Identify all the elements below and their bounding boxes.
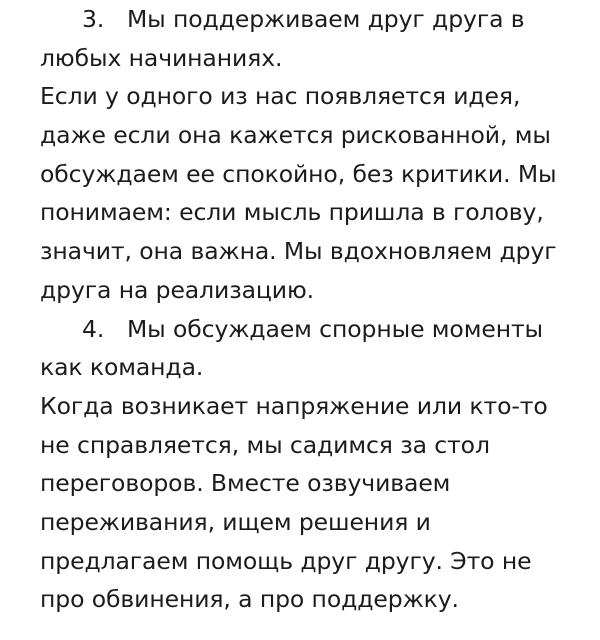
body-line: переговоров. Вместе озвучиваем — [40, 469, 451, 498]
body-line: Когда возникает напряжение или кто-то — [40, 391, 548, 420]
item-heading-text: Мы поддерживаем друг друга в — [127, 5, 525, 33]
body-line: предлагаем помощь друг другу. Это не — [40, 546, 532, 575]
body-line: Если у одного из нас появляется идея, — [40, 82, 521, 111]
body-line: значит, она важна. Мы вдохновляем друг — [40, 237, 557, 266]
list-item-4 — [40, 310, 596, 620]
body-line: переживания, ищем решения и — [40, 507, 431, 536]
body-line: друга на реализацию. — [40, 275, 315, 304]
item-number: 3. — [82, 5, 105, 33]
item-heading-text: Мы обсуждаем спорные моменты — [127, 314, 544, 343]
item-number: 4. — [82, 314, 105, 343]
body-line: про обвинения, а про поддержку. — [40, 585, 459, 614]
body-line: обсуждаем ее спокойно, без критики. Мы — [40, 159, 557, 188]
item-heading-line — [40, 0, 596, 39]
item-heading-continuation: любых начинаниях. — [40, 43, 283, 72]
list-item-3 — [40, 0, 596, 310]
body-line: даже если она кажется рискованной, мы — [40, 121, 551, 150]
body-line: не справляется, мы садимся за стол — [40, 430, 490, 459]
body-line: понимаем: если мысль пришла в голову, — [40, 198, 544, 227]
item-heading-line — [40, 310, 596, 349]
document-text — [40, 0, 596, 619]
item-heading-continuation: как команда. — [40, 353, 204, 382]
